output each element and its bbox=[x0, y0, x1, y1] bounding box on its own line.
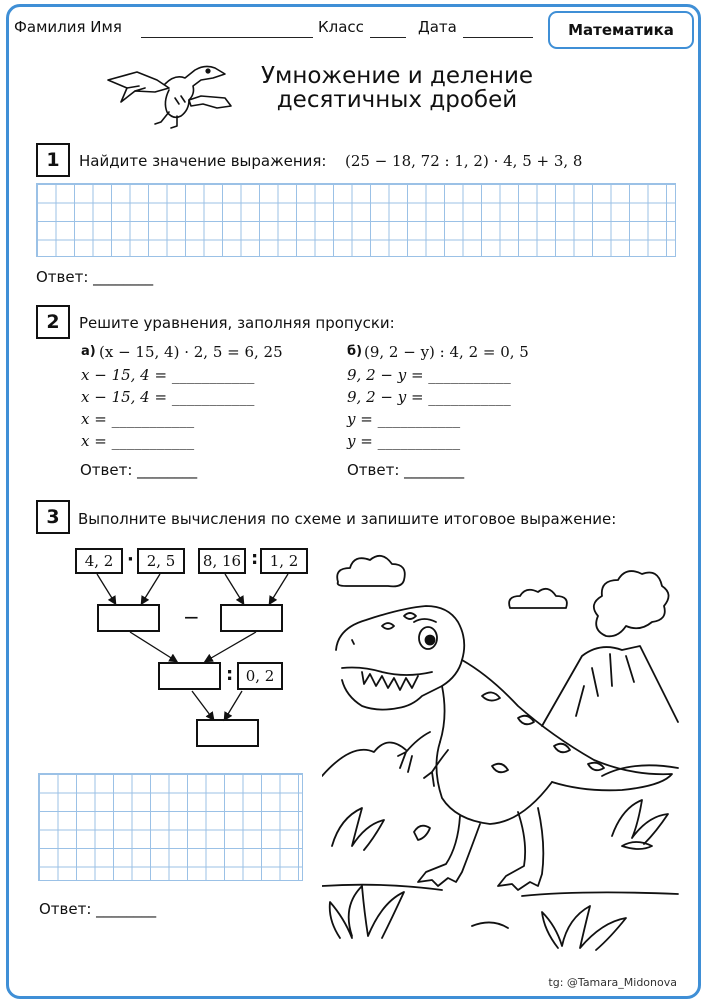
task-1-text: Найдите значение выражения: bbox=[79, 152, 327, 170]
part-a-step-3[interactable]: x = ___________ bbox=[81, 410, 195, 428]
date-field-line[interactable] bbox=[463, 37, 533, 38]
part-b-step-1[interactable]: 9, 2 − y = ___________ bbox=[347, 366, 511, 384]
worksheet-title bbox=[232, 64, 562, 112]
class-label: Класс bbox=[318, 18, 364, 36]
scheme-box-d: 1, 2 bbox=[260, 548, 308, 574]
task-2-text: Решите уравнения, заполняя пропуски: bbox=[79, 314, 395, 332]
scheme-op-divide-2: : bbox=[226, 664, 234, 685]
part-a-label: а) bbox=[81, 344, 96, 359]
scheme-box-c: 8, 16 bbox=[198, 548, 246, 574]
scheme-op-subtract: − bbox=[183, 605, 200, 629]
footer-credit: tg: @Tamara_Midonova bbox=[548, 976, 677, 989]
task-1-expression: (25 − 18, 72 : 1, 2) · 4, 5 + 3, 8 bbox=[345, 152, 583, 170]
scheme-box-a: 4, 2 bbox=[75, 548, 123, 574]
scheme-op-divide: : bbox=[251, 548, 259, 569]
part-b-step-4[interactable]: y = ___________ bbox=[347, 432, 461, 450]
date-label: Дата bbox=[418, 18, 457, 36]
scheme-result-1[interactable] bbox=[97, 604, 160, 632]
scheme-result-2[interactable] bbox=[220, 604, 283, 632]
part-b-step-3[interactable]: y = ___________ bbox=[347, 410, 461, 428]
dinosaur-coloring-illustration bbox=[322, 546, 680, 966]
scheme-result-3[interactable] bbox=[158, 662, 221, 690]
name-field-line[interactable] bbox=[141, 37, 313, 38]
task-1-number: 1 bbox=[36, 143, 70, 177]
task-3-grid[interactable] bbox=[38, 773, 303, 881]
pterodactyl-illustration bbox=[105, 58, 235, 130]
scheme-result-final[interactable] bbox=[196, 719, 259, 747]
part-a-step-4[interactable]: x = ___________ bbox=[81, 432, 195, 450]
part-b-equation: (9, 2 − y) : 4, 2 = 0, 5 bbox=[364, 343, 529, 361]
task-2-number: 2 bbox=[36, 305, 70, 339]
task-3-text: Выполните вычисления по схеме и запишите итоговое выражение: bbox=[78, 510, 617, 528]
subject-badge: Математика bbox=[548, 11, 694, 49]
task-3-number: 3 bbox=[36, 500, 70, 534]
task-3-answer[interactable]: Ответ: ________ bbox=[39, 900, 157, 918]
task-1-answer[interactable]: Ответ: ________ bbox=[36, 268, 154, 286]
part-b-answer[interactable]: Ответ: ________ bbox=[347, 461, 465, 479]
scheme-box-b: 2, 5 bbox=[137, 548, 185, 574]
title-line-2: десятичных дробей bbox=[276, 87, 518, 113]
class-field-line[interactable] bbox=[370, 37, 406, 38]
part-b-label: б) bbox=[347, 344, 363, 359]
part-b-step-2[interactable]: 9, 2 − y = ___________ bbox=[347, 388, 511, 406]
scheme-box-e: 0, 2 bbox=[237, 662, 283, 690]
part-a-answer[interactable]: Ответ: ________ bbox=[80, 461, 198, 479]
task-1-grid[interactable] bbox=[36, 183, 676, 257]
scheme-op-multiply: · bbox=[127, 549, 134, 570]
part-a-step-1[interactable]: x − 15, 4 = ___________ bbox=[81, 366, 255, 384]
part-a-equation: (x − 15, 4) · 2, 5 = 6, 25 bbox=[99, 343, 283, 361]
name-label: Фамилия Имя bbox=[14, 18, 122, 36]
part-a-step-2[interactable]: x − 15, 4 = ___________ bbox=[81, 388, 255, 406]
title-line-1: Умножение и деление bbox=[260, 63, 534, 89]
